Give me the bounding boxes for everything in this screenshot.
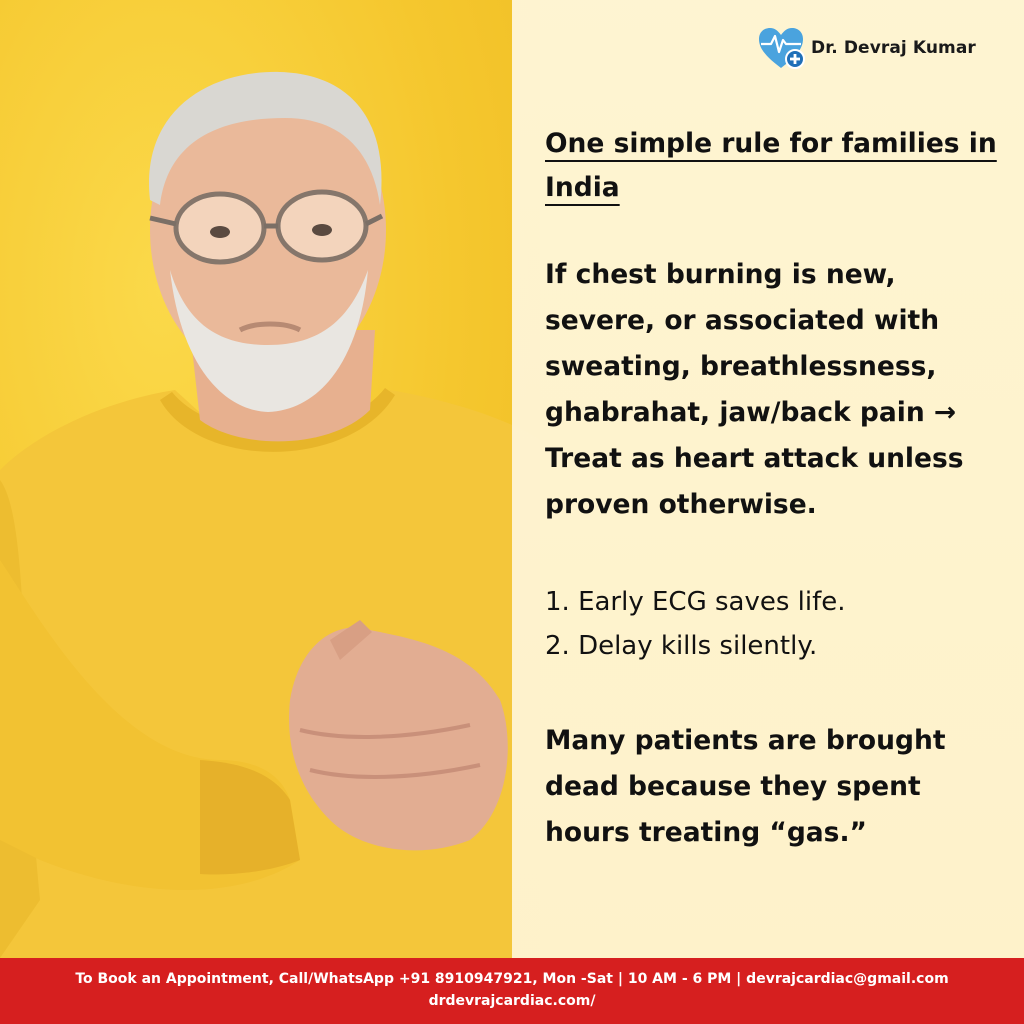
closing-statement: Many patients are brought dead because they spent hours treating “gas.” [545, 725, 946, 848]
brand-name: Dr. Devraj Kumar [811, 38, 976, 58]
list-item: 2. Delay kills silently. [545, 631, 818, 661]
brand-header [757, 26, 976, 70]
footer-contact-line: To Book an Appointment, Call/WhatsApp +91 8910947921, Mon -Sat | 10 AM - 6 PM | devrajcardiac@gmail.com [75, 971, 949, 987]
page-title [545, 122, 1000, 210]
heart-ecg-plus-icon [757, 26, 807, 70]
contact-footer [0, 958, 1024, 1024]
page-title-text: One simple rule for families in India [545, 128, 997, 203]
main-content [545, 122, 1000, 856]
man-illustration [0, 0, 540, 958]
list-item: 1. Early ECG saves life. [545, 587, 846, 617]
hero-photo [0, 0, 540, 958]
advice-list [545, 580, 1000, 668]
footer-website-link[interactable]: drdevrajcardiac.com/ [428, 993, 596, 1009]
warning-rule-text: If chest burning is new, severe, or associated with sweating, breathlessness, ghabrahat, jaw/back pain → Treat as heart attack unless proven otherwise. [545, 259, 964, 520]
